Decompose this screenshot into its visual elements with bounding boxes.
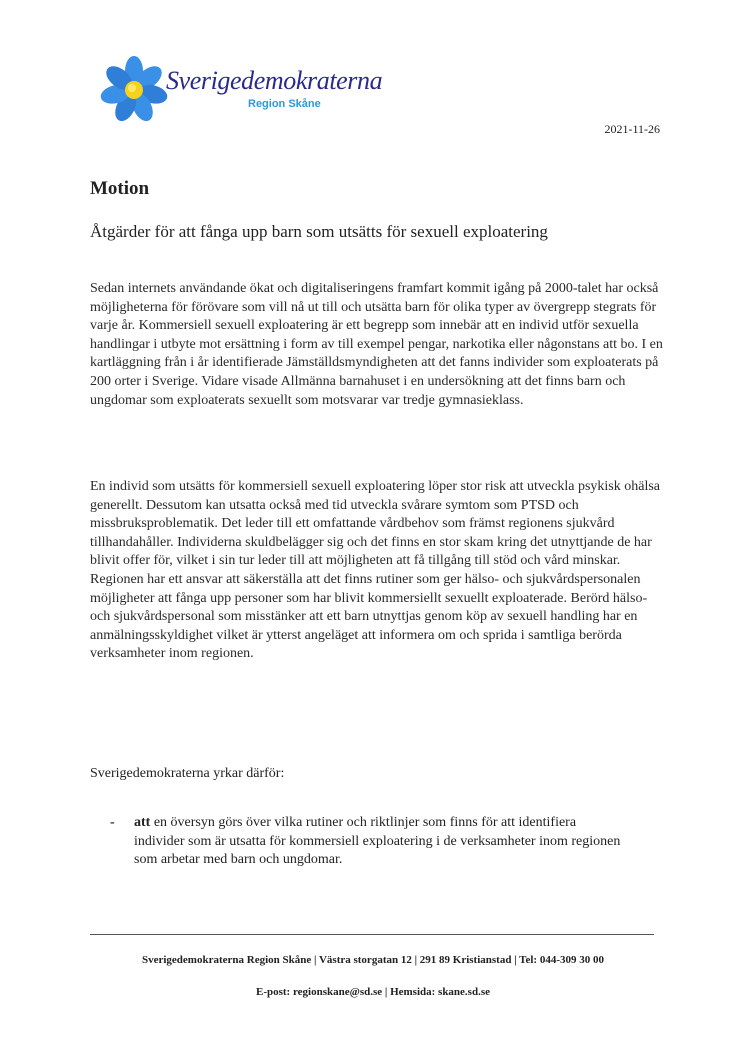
demand-item (110, 814, 630, 870)
demand-intro: Sverigedemokraterna yrkar därför: (90, 766, 285, 781)
logo-region-text: Region Skåne (248, 98, 321, 110)
footer-divider (90, 934, 654, 935)
body-paragraph-2: En individ som utsätts för kommersiell sexuell exploatering löper stor risk att utveckla psykisk ohälsa generellt. Dessutom kan utsatta också med tid utveckla svårare symtom som PTSD och missbruksproblematik. Det leder till ett omfattande vårdbehov som främst regionens sjukvård tillhandahåller. Individerna skuldbelägger sig och det finns en stor skam kring det utnyttjande de har blivit offer för, vilket i sin tur leder till att möjligheten att få tillgång till stöd och vård minskar. Regionen har ett ansvar att säkerställa att det finns rutiner som ger hälso- och sjukvårdspersonalen möjligheter att fånga upp personer som har blivit kommersiellt sexuellt exploaterade. Berörd hälso- och sjukvårdspersonal som misstänker att ett barn utnyttjas genom köp av sexuell handling har en anmälningsskyldighet vilket är ytterst angeläget att informera om och sprida i samtliga berörda verksamheter inom regionen. (90, 479, 661, 662)
document-date: 2021-11-26 (604, 122, 660, 136)
footer-contact: E-post: regionskane@sd.se | Hemsida: skane.sd.se (255, 986, 490, 998)
demand-body: en översyn görs över vilka rutiner och riktlinjer som finns för att identifiera individer som är utsatta för kommersiell exploatering i de verksamheter inom regionen som arbetar med barn och ungdomar. (134, 815, 621, 868)
logo-brand-text: Sverigedemokraterna (166, 66, 383, 95)
document-heading: Motion (90, 178, 150, 199)
footer-address: Sverigedemokraterna Region Skåne | Västra storgatan 12 | 291 89 Kristianstad | Tel: 044-309 30 00 (141, 954, 605, 966)
demand-item-text (134, 814, 630, 870)
logo (98, 52, 383, 124)
flower-icon (98, 52, 170, 124)
list-dash: - (110, 815, 115, 830)
demand-keyword: att (134, 815, 151, 830)
document-subtitle: Åtgärder för att fånga upp barn som utsätts för sexuell exploatering (90, 222, 548, 241)
body-paragraph-1: Sedan internets användande ökat och digitaliseringens framfart kommit igång på 2000-talet har också möjligheterna för förövare som vill nå ut till och utsätta barn för olika typer av övergrepp stegrats för varje år. Kommersiell sexuell exploatering är ett begrepp som innebär att en individ utför sexuella handlingar i utbyte mot ersättning i form av till exempel pengar, narkotika eller någonstans att bo. I en kartläggning från i år identifierade Jämställdsmyndigheten att det fanns individer som exploaterats på 200 orter i Sverige. Vidare visade Allmänna barnahuset i en undersökning att det finns barn och ungdomar som exploaterats sexuellt som motsvarar var tredje gymnasieklass. (90, 281, 663, 408)
